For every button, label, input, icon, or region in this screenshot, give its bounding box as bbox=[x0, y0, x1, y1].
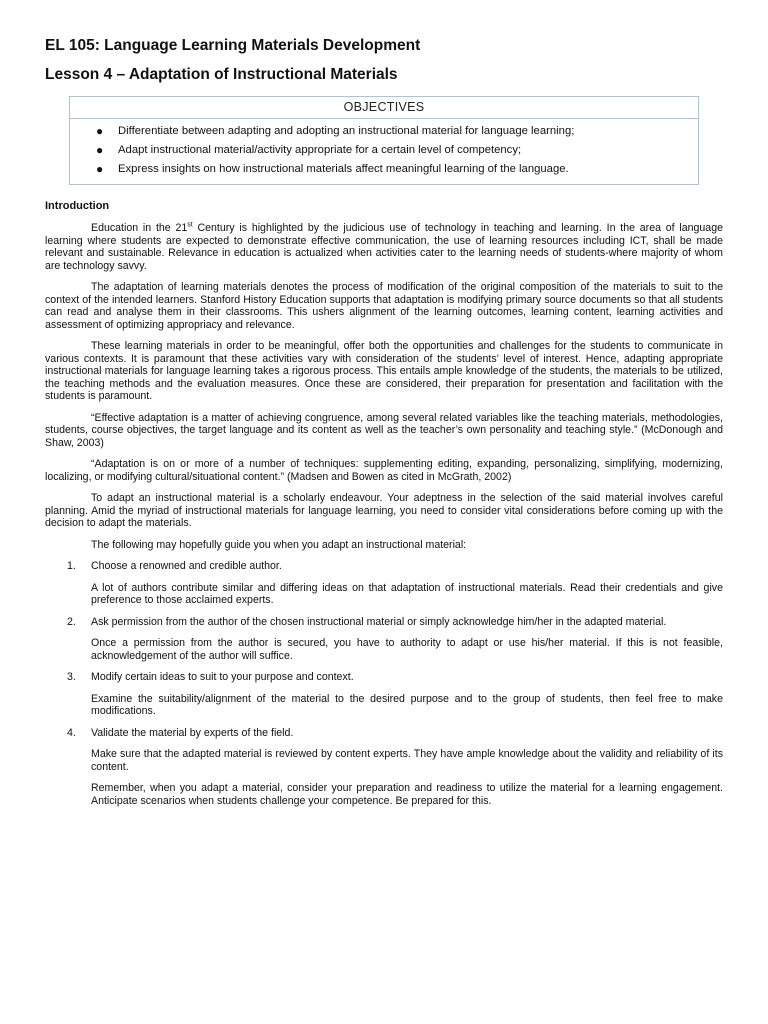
document-page bbox=[45, 36, 723, 816]
objectives-heading: OBJECTIVES bbox=[70, 97, 698, 119]
guide-number: 1. bbox=[67, 560, 76, 572]
objective-text: Adapt instructional material/activity appropriate for a certain level of competency; bbox=[118, 144, 522, 156]
objective-text: Differentiate between adapting and adopting an instructional material for language learning; bbox=[118, 125, 575, 137]
guide-paragraph: A lot of authors contribute similar and differing ideas on that adaptation of instructional materials. Read their credentials and give preference to those acclaimed experts. bbox=[91, 581, 723, 606]
bullet-icon: ● bbox=[96, 124, 104, 138]
intro-p1-rest: Century is highlighted by the judicious use of technology in teaching and learning. In the area of language learning where students are expected to demonstrate effective communication, the use of learning resources including ICT, shall be made relevant and sustainable. Relevance in education is actualized when activities cater to the learning needs of students-where majority of whom are technology savvy. bbox=[45, 222, 723, 272]
guide-heading: Validate the material by experts of the field. bbox=[91, 726, 294, 739]
intro-paragraph-7: The following may hopefully guide you when you adapt an instructional material: bbox=[91, 538, 467, 551]
guide-number: 3. bbox=[67, 671, 76, 683]
guide-number: 4. bbox=[67, 726, 76, 739]
guide-paragraph: Examine the suitability/alignment of the material to the desired purpose and to the group of students, then feel free to make modifications. bbox=[91, 692, 723, 717]
guide-heading: Ask permission from the author of the chosen instructional material or simply acknowledge him/her in the adapted material. bbox=[91, 615, 667, 628]
superscript: st bbox=[187, 221, 193, 229]
objective-text: Express insights on how instructional materials affect meaningful learning of the language. bbox=[118, 163, 569, 175]
bullet-icon: ● bbox=[96, 143, 104, 157]
intro-paragraph-1 bbox=[45, 222, 723, 272]
intro-paragraph-6: To adapt an instructional material is a scholarly endeavour. Your adeptness in the selection of the said material involves careful planning. Amid the myriad of instructional materials for language learning, you need to consider vital considerations before coming up with the decision to adapt the materials. bbox=[45, 492, 723, 529]
course-title: EL 105: Language Learning Materials Development bbox=[45, 37, 421, 54]
objectives-list bbox=[70, 119, 698, 184]
bullet-icon: ● bbox=[96, 162, 104, 176]
guide-item bbox=[45, 671, 723, 718]
guide-paragraph: Once a permission from the author is secured, you have to authority to adapt or use his/her material. If this is not feasible, acknowledgement of the author will suffice. bbox=[91, 637, 723, 662]
intro-paragraph-2: The adaptation of learning materials denotes the process of modification of the original composition of the materials to suit to the context of the intended learners. Stanford History Education supports that adaptation is modifying primary source documents so that all students can read and analyse them in their classrooms. This ushers alignment of the learning outcomes, learning content, learning activities and assessment of optimizing appropriacy and relevance. bbox=[45, 281, 723, 331]
objective-item bbox=[96, 143, 692, 157]
guide-item bbox=[45, 616, 723, 663]
objectives-box bbox=[69, 96, 699, 185]
guide-paragraph: Remember, when you adapt a material, consider your preparation and readiness to utilize the material for a learning engagement. Anticipate scenarios when students challenge your competence. Be prepared for this. bbox=[91, 782, 723, 807]
guide-item bbox=[45, 560, 723, 607]
introduction-heading: Introduction bbox=[45, 200, 110, 212]
objective-item bbox=[96, 124, 692, 138]
guide-list bbox=[45, 560, 723, 807]
quote-madsen-bowen: “Adaptation is on or more of a number of techniques: supplementing editing, expanding, personalizing, simplifying, modernizing, localizing, or modifying cultural/situational content.” (Madsen and Bowen as cited in McGrath, 2002) bbox=[45, 458, 723, 483]
objective-item bbox=[96, 162, 692, 176]
intro-paragraph-3: These learning materials in order to be meaningful, offer both the opportunities and challenges for the students to communicate in various contexts. It is paramount that these activities vary with consideration of the students’ level of interest. Hence, adapting appropriate instructional materials for language learning takes a rigorous process. This entails ample knowledge of the students, the materials to be utilized, the teaching methods and the evaluation measures. Once these are considered, their preparation for presentation and facilitation with the students is paramount. bbox=[45, 340, 723, 402]
guide-number: 2. bbox=[67, 615, 76, 628]
quote-mcdonough-shaw: “Effective adaptation is a matter of achieving congruence, among several related variables like the teaching materials, methodologies, students, course objectives, the target language and its content as well as the teacher’s own personality and teaching style.” (McDonough and Shaw, 2003) bbox=[45, 411, 723, 449]
intro-p1-start: Education in the 21 bbox=[91, 222, 188, 234]
guide-item bbox=[45, 727, 723, 808]
guide-heading: Choose a renowned and credible author. bbox=[91, 560, 282, 572]
lesson-title: Lesson 4 – Adaptation of Instructional Materials bbox=[45, 66, 398, 83]
guide-paragraph: Make sure that the adapted material is reviewed by content experts. They have ample knowledge about the validity and reliability of its content. bbox=[91, 748, 723, 773]
guide-heading: Modify certain ideas to suit to your purpose and context. bbox=[91, 671, 354, 683]
